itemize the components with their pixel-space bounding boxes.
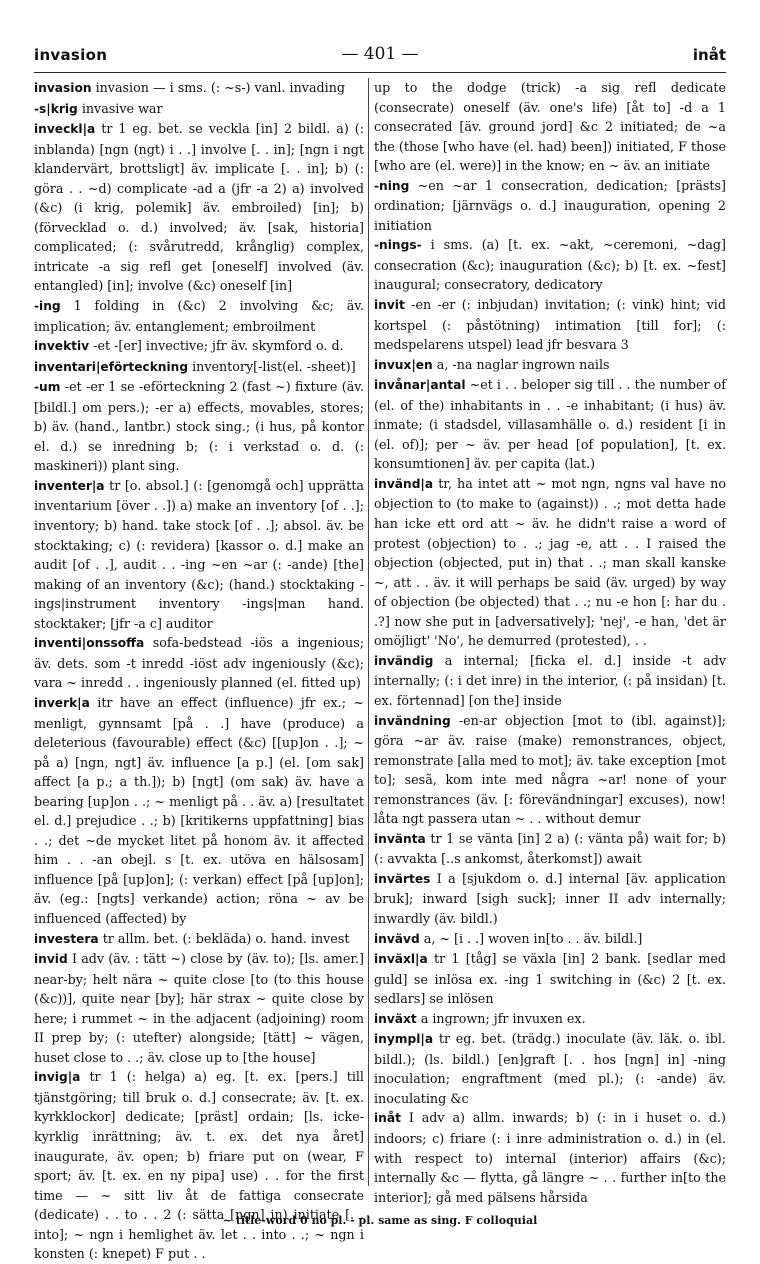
entry-definition: tr [o. absol.] (: [genomgå och] upprätta inventarium [över . .]) a) make an inventory [of . .]; inventory; b) hand. take stock [of . .]; absol. äv. be stocktaking; c) (: revidera) [kassor o. d.] make an audit [of . .], audit . . -ing ~en ~ar (: -ande) [the] making of an inventory (&c); (hand.) stocktaking -ings|instrument inventory -ings|man hand. stocktaker; [jfr -a c] auditor	[34, 477, 364, 631]
entry-headword: invit	[374, 298, 405, 313]
entry-headword: invändig	[374, 653, 434, 668]
entry-headword: inventer|a	[34, 478, 105, 493]
entry-headword: invid	[34, 952, 68, 967]
dictionary-entry	[374, 1009, 726, 1030]
entry-definition: tr 1 (: helga) a) eg. [t. ex. [pers.] till tjänstgöring; till bruk o. d.] consecrate; äv. [t. ex. kyrkklockor] dedicate; [präst] ordain; [ls. icke-kyrklig inrättning; äv. t. ex. det nya året] inaugurate, äv. open; b) friare put on (wear, F sport; äv. [t. ex. en ny pipa] use) . . for the first time — ~ sitt liv åt de fattiga consecrate (dedicate) . . to . . 2 (: sätta [ngn] in) initiate [. . into]; ~ ngn i hemlighet äv. let . . into . .; ~ ngn i konsten (: knepet) F put . .	[34, 1069, 364, 1262]
entry-headword: invänta	[374, 831, 426, 846]
entry-headword: invånar|antal	[374, 378, 466, 393]
entry-definition: i sms. (a) [t. ex. ~akt, ~ceremoni, ~dag] consecration (&c); inauguration (&c); b) [t. ex. ~fest] inaugural; consecratory, dedicatory	[374, 237, 726, 293]
dictionary-entry	[34, 633, 364, 693]
dictionary-entry	[374, 651, 726, 711]
dictionary-entry	[34, 357, 364, 378]
entry-headword: invux|en	[374, 357, 433, 372]
entry-definition: tr eg. bet. (trädg.) inoculate (äv. läk. o. ibl. bildl.); (ls. bildl.) [en]graft [. . hos [ngn] in] -ning inoculation; engraftment (med pl.); (: -ande) äv. inoculating &c	[374, 1031, 726, 1106]
dictionary-entry	[374, 869, 726, 929]
page-number: — 401 —	[341, 44, 419, 64]
entry-headword: -nings-	[374, 238, 422, 253]
entry-headword: invärtes	[374, 871, 431, 886]
entry-definition: -et -er 1 se -eförteckning 2 (fast ~) fixture (äv. [bildl.] om pers.); -er a) effects, movables, stores; b) äv. (hand., lantbr.) stock sing.; (i hus, på kontor el. d.) se inredning b; (: i verkstad o. d. (: maskineri)) plant sing.	[34, 379, 364, 474]
entry-definition: itr have an effect (influence) jfr ex.; ~ menligt, gynnsamt [på . .] have (produce) a deleterious (favourable) effect (&c) [[up]on . .]; ~ på a) [ngn, ngt] äv. influence [a p.] (el. [om sak] affect [a p.; a th.]); b) [ngt] (om sak) äv. have a bearing [up]on . .; ~ menligt på . . äv. a) [resultatet el. d.] prejudice . .; b) [kritikerns uppfattning] bias . .; det ~de mycket litet på honom äv. it affected him . . -an obejl. s [t. ex. utöva en hälsosam] influence [på [up]on]; (: verkan) effect [på [up]on]; äv. (eg.: [ngts] verkande) action; röna ~ av be influenced (affected) by	[34, 694, 364, 926]
header-rule	[34, 72, 726, 73]
header-guide-word-right: inåt	[692, 46, 726, 64]
entry-headword: invänd|a	[374, 476, 434, 491]
entry-definition: I a [sjukdom o. d.] internal [äv. application bruk]; inward [sigh suck]; inner II adv internally; inwardly (äv. bildl.)	[374, 870, 726, 926]
dictionary-entry	[374, 829, 726, 869]
dictionary-entry	[374, 295, 726, 355]
entry-headword: -s|krig	[34, 101, 78, 116]
dictionary-entry	[374, 176, 726, 236]
entry-headword: -ning	[374, 178, 410, 193]
dictionary-entry	[374, 78, 726, 176]
entry-headword: invävd	[374, 931, 420, 946]
dictionary-entry	[34, 1067, 364, 1263]
entry-definition: -en -er (: inbjudan) invitation; (: vink) hint; vid kortspel (: påstötning) intimation [till for]; (: medspelarens utspel) lead jfr besvara 3	[374, 297, 726, 353]
left-column	[34, 78, 364, 1262]
entry-definition: a, -na naglar ingrown nails	[436, 356, 610, 372]
dictionary-entry	[374, 929, 726, 950]
entry-headword: -um	[34, 380, 61, 395]
entry-definition: invasion — i sms. (: ~s-) vanl. invading	[95, 80, 345, 95]
dictionary-entry	[374, 375, 726, 474]
entry-definition: I adv (äv. : tätt ~) close by (äv. to); [ls. amer.] near-by; helt nära ~ quite close [to (to this house (&c))], quite near [by]; här strax ~ quite close by here; i rummet ~ in the adjacent (adjoining) room II prep by; (: utefter) alongside; [tätt] ~ vägen, huset close to . .; äv. close up to [the house]	[34, 951, 364, 1065]
dictionary-entry	[34, 119, 364, 296]
entry-headword: invektiv	[34, 339, 90, 354]
footer-legend: ~ title-word 0 no pl. - pl. same as sing. F colloquial	[222, 1214, 538, 1227]
entry-headword: inventari|eförteckning	[34, 359, 189, 374]
dictionary-entry	[374, 711, 726, 829]
entry-headword: invändning	[374, 713, 451, 728]
entry-definition: -en-ar objection [mot to (ibl. against)]; göra ~ar äv. raise (make) remonstrances, object, remonstrate [alla med to mot]; äv. take exception [mot to]; sesã, kom inte med några ~ar! none of your remonstrances (äv. [: förevändningar] excuses), now! låta ngt passera utan ~ . . without demur	[374, 712, 726, 827]
entry-definition: -et -[er] invective; jfr äv. skymford o. d.	[93, 338, 344, 354]
entry-definition: 1 folding in (&c) 2 involving &c; äv. implication; äv. entanglement; embroilment	[34, 298, 364, 334]
entry-headword: inåt	[374, 1111, 401, 1126]
dictionary-entry	[34, 929, 364, 950]
entry-headword: inväxl|a	[374, 952, 428, 967]
entry-headword: invasion	[34, 81, 92, 95]
entry-definition: I adv a) allm. inwards; b) (: in i huset o. d.) indoors; c) friare (: i inre administration o. d.) in (el. with respect to) internal (interior) affairs (&c); internally &c — flytta, gå längre ~ . . further in[to the interior]; gå med pälsens hårsida	[374, 1110, 726, 1205]
entry-definition: inventory[-list(el. -sheet)]	[192, 358, 356, 374]
dictionary-entry	[34, 296, 364, 336]
entry-definition: tr allm. bet. (: bekläda) o. hand. invest	[102, 930, 350, 946]
entry-definition: ~et i . . beloper sig till . . the number of (el. of the) inhabitants in . . -e inhabitant; (i hus) äv. inmate; (i stadsdel, villasamhälle o. d.) resident [i in (el. of)]; per ~ äv. per head [of population], [t. ex. konsumtionen] äv. per capita (lat.)	[374, 377, 726, 472]
entry-headword: invig|a	[34, 1070, 81, 1085]
column-divider	[368, 78, 369, 1186]
entry-headword: inveckl|a	[34, 122, 96, 137]
entry-definition: sofa-bedstead -iös a ingenious; äv. dets. som -t inredd -iöst adv ingeniously (&c); vara ~ inredd . . ingeniously planned (el. fitted up)	[34, 635, 364, 691]
dictionary-entry	[34, 377, 364, 476]
right-column	[374, 78, 726, 1205]
dictionary-entry	[34, 949, 364, 1067]
dictionary-entry	[34, 99, 364, 120]
entry-definition: a ingrown; jfr invuxen ex.	[420, 1010, 586, 1026]
entry-definition: a internal; [ficka el. d.] inside -t adv internally; (: i det inre) in the interior, (: på insidan) [t. ex. förtennad] [on the] inside	[374, 652, 726, 708]
entry-definition: tr 1 [tåg] se växla [in] 2 bank. [sedlar med guld] se inlösa ex. -ing 1 switching in (&c) 2 [t. ex. sedlars] se inlösen	[374, 951, 726, 1007]
entry-definition: up to the dodge (trick) -a sig refl dedicate (consecrate) oneself (äv. one's life) [åt to] -d a 1 consecrated [äv. ground jord] &c 2 initiated; de ~a the (those [who have (el. had) been]) initiated, F those [who are (el. were)] in the know; en ~ äv. an initiate	[374, 80, 726, 174]
entry-headword: inväxt	[374, 1011, 417, 1026]
dictionary-entry	[374, 235, 726, 295]
entry-definition: invasive war	[81, 100, 163, 116]
entry-headword: investera	[34, 931, 99, 946]
dictionary-entry	[374, 949, 726, 1009]
header-guide-word-left: invasion	[34, 46, 108, 64]
dictionary-entry	[374, 1029, 726, 1108]
entry-definition: ~en ~ar 1 consecration, dedication; [prästs] ordination; [järnvägs o. d.] inauguration, opening 2 initiation	[374, 177, 726, 233]
dictionary-entry	[34, 336, 364, 357]
dictionary-entry	[374, 1108, 726, 1207]
entry-headword: -ing	[34, 299, 61, 314]
dictionary-entry	[374, 474, 726, 651]
dictionary-entry	[374, 355, 726, 376]
entry-headword: inverk|a	[34, 695, 90, 710]
entry-definition: a, ~ [i . .] woven in[to . . äv. bildl.]	[423, 930, 643, 946]
entry-headword: inympl|a	[374, 1032, 434, 1047]
dictionary-entry	[34, 78, 364, 99]
dictionary-entry	[34, 693, 364, 929]
entry-definition: tr 1 se vänta [in] 2 a) (: vänta på) wait for; b) (: avvakta [..s ankomst, återkomst]) await	[374, 830, 726, 867]
entry-headword: inventi|onssoffa	[34, 636, 145, 651]
dictionary-entry	[34, 476, 364, 633]
entry-definition: tr 1 eg. bet. se veckla [in] 2 bildl. a) (: inblanda) [ngn (ngt) i . .] involve [. . in]; [ngn i ngt klandervärt, brottsligt] äv. implicate [. . in]; b) (: göra . . ~d) complicate -ad a (jfr -a 2) a) involved (&c) (i krig, polemik] äv. embroiled) [in]; b) (förvecklad o. d.) involved; äv. [sak, historia] complicated; (: svårutredd, krånglig) complex, intricate -a sig refl get [oneself] involved (äv. entangled) [in]; involve (&c) oneself [in]	[34, 121, 364, 294]
page-header	[34, 46, 726, 70]
entry-definition: tr, ha intet att ~ mot ngn, ngns val have no objection to (to make to (against)) . .; mot detta hade han icke ett ord att ~ äv. he didn't raise a word of protest (objection) to . .; jag -e, att . . I raised the objection (objected, put in) that . .; man skall kanske ~, att . . äv. it will perhaps be said (äv. urged) by way of objection (be objected) that . .; nu -e hon [: har du . .?] now she put in [adversatively]; 'nej', -e han, 'det är omöjligt' 'No', he demurred (protested), . .	[374, 475, 726, 649]
